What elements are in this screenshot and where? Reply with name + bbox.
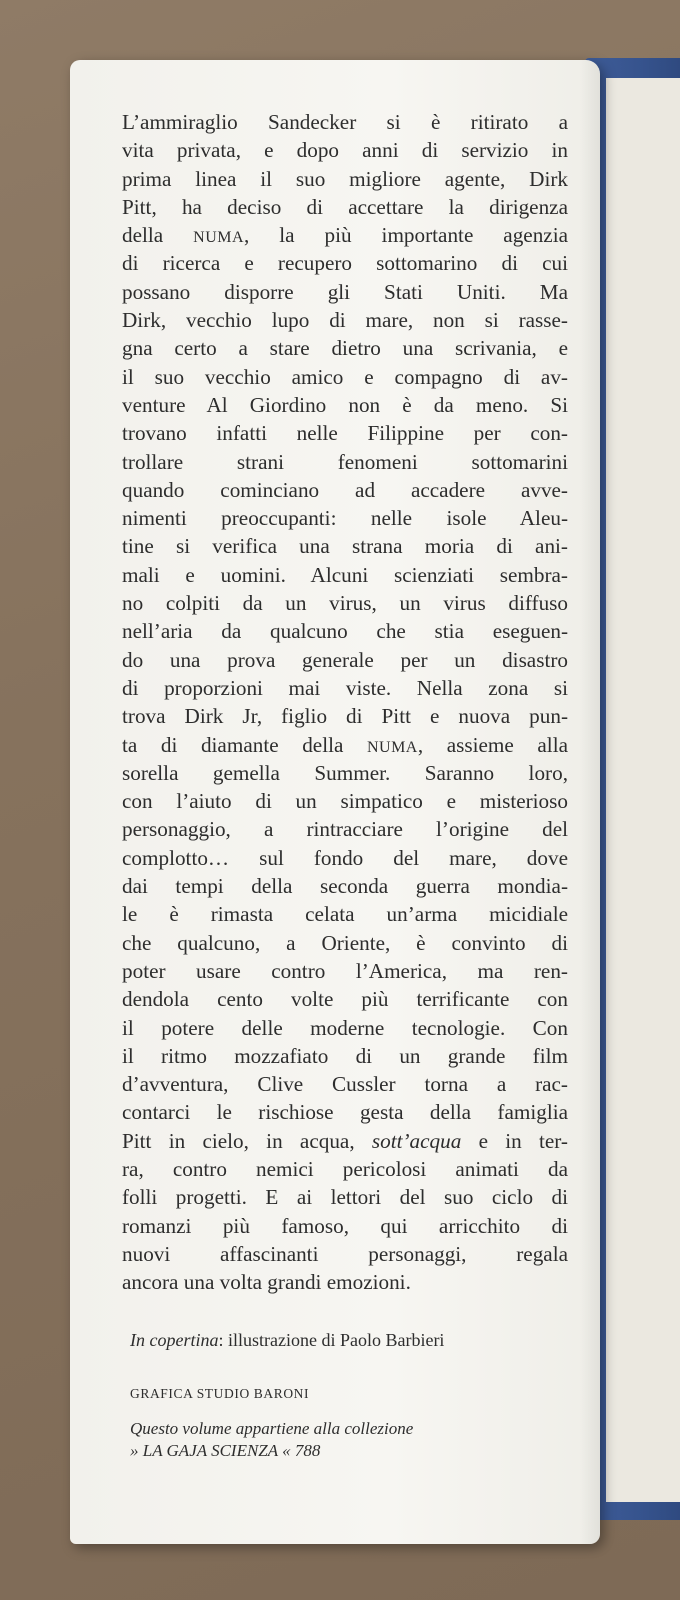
synopsis-line: sorella gemella Summer. Saranno loro, (122, 760, 568, 785)
synopsis-line: il potere delle moderne tecnologie. Con (122, 1015, 568, 1040)
synopsis-line: di proporzioni mai viste. Nella zona si (122, 675, 568, 700)
synopsis-line: che qualcuno, a Oriente, è convinto di (122, 930, 568, 955)
synopsis-line: trova Dirk Jr, figlio di Pitt e nuova pun- (122, 704, 568, 729)
italic-word: sott’acqua (371, 1128, 462, 1153)
synopsis-line: tine si verifica una strana moria di ani- (122, 534, 568, 559)
synopsis-text (122, 108, 568, 1296)
synopsis-line: possano disporre gli Stati Uniti. Ma (122, 279, 568, 304)
synopsis-line: ta di diamante della NUMA, assieme alla (122, 732, 568, 757)
synopsis-line: Dirk, vecchio lupo di mare, non si rasse- (122, 308, 568, 333)
synopsis-line: nell’aria da qualcuno che stia eseguen- (122, 619, 568, 644)
synopsis-line: gna certo a stare dietro una scrivania, e (122, 336, 568, 361)
synopsis-line: contarci le rischiose gesta della famiglia (122, 1100, 568, 1125)
synopsis-line: trovano infatti nelle Filippine per con- (122, 421, 568, 446)
synopsis-line: personaggio, a rintracciare l’origine del (122, 817, 568, 842)
synopsis-line: L’ammiraglio Sandecker si è ritirato a (122, 110, 568, 134)
numa-smallcaps: NUMA (366, 738, 418, 756)
synopsis-line: d’avventura, Clive Cussler torna a rac- (122, 1072, 568, 1097)
cover-credit-label: In copertina (130, 1330, 219, 1350)
synopsis-line: di ricerca e recupero sottomarino di cui (122, 251, 568, 276)
synopsis-line: poter usare contro l’America, ma ren- (122, 958, 568, 983)
book-page-edge (606, 78, 680, 1502)
synopsis-line: mali e uomini. Alcuni scienziati sembra- (122, 562, 568, 587)
synopsis-line: prima linea il suo migliore agente, Dirk (122, 166, 568, 191)
flap-edge-shadow (580, 60, 600, 1544)
synopsis-line: nimenti preoccupanti: nelle isole Aleu- (122, 506, 568, 531)
synopsis-line: trollare strani fenomeni sottomarini (122, 449, 568, 474)
numa-smallcaps: NUMA (193, 229, 245, 247)
collection-line: Questo volume appartiene alla collezione (130, 1419, 414, 1438)
synopsis-line: nuovi affascinanti personaggi, regala (122, 1241, 568, 1266)
synopsis-line: dai tempi della seconda guerra mondia- (122, 874, 568, 899)
synopsis-line: complotto… sul fondo del mare, dove (122, 845, 568, 870)
synopsis-line: Pitt, ha deciso di accettare la dirigenza (122, 194, 568, 219)
synopsis-line: il suo vecchio amico e compagno di av- (122, 364, 568, 389)
collection-note (130, 1418, 550, 1462)
synopsis-line: il ritmo mozzafiato di un grande film (122, 1043, 568, 1068)
synopsis-line: con l’aiuto di un simpatico e misterioso (122, 789, 568, 814)
synopsis-line: quando cominciano ad accadere avve- (122, 477, 568, 502)
collection-series: » LA GAJA SCIENZA « 788 (130, 1441, 321, 1460)
synopsis-line: della NUMA, la più importante agenzia (122, 223, 568, 248)
synopsis-line: folli progetti. E ai lettori del suo ciclo di (122, 1185, 568, 1210)
cover-credit (130, 1330, 550, 1351)
synopsis-line: vita privata, e dopo anni di servizio in (122, 138, 568, 163)
synopsis-line: romanzi più famoso, qui arricchito di (122, 1213, 568, 1238)
synopsis-line: dendola cento volte più terrificante con (122, 987, 568, 1012)
studio-credit: GRAFICA STUDIO BARONI (130, 1386, 310, 1401)
cover-credit-text: : illustrazione di Paolo Barbieri (218, 1330, 445, 1350)
synopsis-line: no colpiti da un virus, un virus diffuso (122, 591, 568, 616)
synopsis-line: le è rimasta celata un’arma micidiale (122, 902, 568, 927)
synopsis-line: venture Al Giordino non è da meno. Si (122, 392, 568, 417)
synopsis-line: ra, contro nemici pericolosi animati da (122, 1156, 568, 1181)
synopsis-line: Pitt in cielo, in acqua, sott’acqua e in ter- (122, 1128, 568, 1153)
synopsis-line: ancora una volta grandi emozioni. (122, 1270, 411, 1295)
synopsis-line: do una prova generale per un disastro (122, 647, 568, 672)
